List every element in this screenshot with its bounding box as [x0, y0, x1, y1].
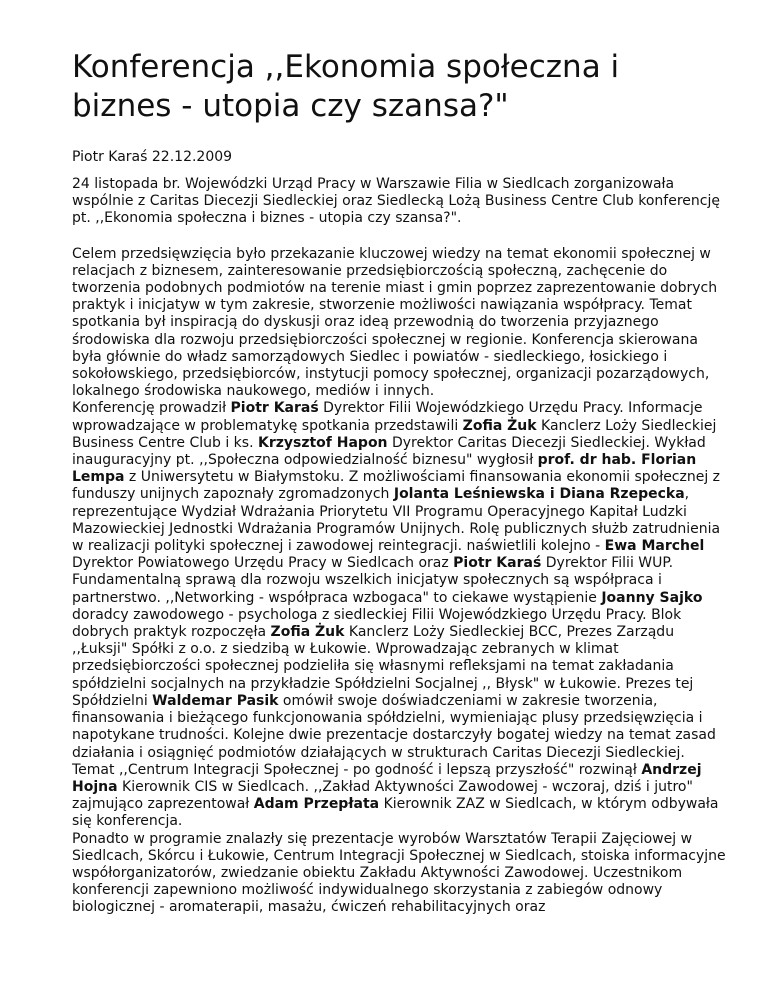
person-name: Piotr Karaś [230, 400, 319, 417]
person-name: Joanny Sajko [601, 589, 703, 606]
body-text-segment: doradcy zawodowego - psychologa z siedleckiej Filii Wojewódzkiego Urzędu Pracy. Blok dobrych praktyk rozpoczęła [72, 606, 682, 641]
body-text-segment: Dyrektor Caritas Diecezji Siedleckiej. Wykład inauguracyjny pt. ,,Społeczna odpowiedzialność biznesu" wygłosił [72, 434, 706, 469]
intro-paragraph: 24 listopada br. Wojewódzki Urząd Pracy w Warszawie Filia w Siedlcach zorganizowała wspólnie z Caritas Diecezji Siedleckiej oraz Siedlecką Lożą Business Centre Club konferencję pt. ,,Ekonomia społeczna i biznes - utopia czy szansa?". [72, 176, 720, 227]
body-text-segment: Kanclerz Loży Siedleckiej Business Centre Club i ks. [72, 417, 717, 451]
body-text-segment: Dyrektor Powiatowego Urzędu Pracy w Siedlcach oraz [72, 555, 454, 572]
body-text-segment: , reprezentujące Wydział Wdrażania Priorytetu VII Programu Operacyjnego Kapitał Ludzki Mazowieckiej Jednostki Wdrażania Programów Unijnych. Rolę publicznych służb zatrudnienia w realizacji polityki społecznej i zawodowej reintegracji. naświetlili kolejno - [72, 486, 721, 555]
body-text-segment: Celem przedsięwzięcia było przekazanie kluczowej wiedzy na temat ekonomii społecznej w relacjach z biznesem, zainteresowanie przedsiębiorczością społeczną, zachęcenie do tworzenia podobnych podmiotów na terenie miast i gmin poprzez zaprezentowanie dobrych praktyk i inicjatyw w tym zakresie, stworzenie możliwości nawiązania współpracy. Temat spotkania był inspiracją do dyskusji oraz ideą przewodnią do tworzenia przyjaznego środowiska dla rozwoju przedsiębiorczości społecznej w regionie. Konferencja skierowana była głównie do władz samorządowych Siedlec i powiatów - siedleckiego, łosickiego i sokołowskiego, przedsiębiorców, instytucji pomocy społecznej, organizacji pozarządowych, lokalnego środowiska naukowego, mediów i innych. Konferencję prowadził [72, 245, 718, 417]
body-text-segment: Kierownik CIS w Siedlcach. ,,Zakład Aktywności Zawodowej - wczoraj, dziś i jutro" zajmująco zaprezentował [72, 778, 693, 813]
body-paragraph [72, 246, 728, 917]
person-name: Krzysztof Hapon [257, 434, 388, 451]
body-text-segment: Dyrektor Filii Wojewódzkiego Urzędu Pracy. Informacje wprowadzające w problematykę spotkania przedstawili [72, 400, 703, 434]
person-name: Waldemar Pasik [152, 692, 279, 709]
person-name: Ewa Marchel [604, 538, 705, 555]
person-name: Piotr Karaś [453, 555, 542, 572]
person-name: Jolanta Leśniewska i Diana Rzepecka [393, 486, 685, 503]
author-name: Piotr Karaś [72, 149, 148, 165]
body-text-segment: Kanclerz Loży Siedleckiej BCC, Prezes Zarządu ,,Łuksji" Spółki z o.o. z siedzibą w Łukowie. Wprowadzając zebranych w klimat przedsiębiorczości społecznej podzieliła się własnymi refleksjami na temat zakładania spółdzielni socjalnych na przykładzie Spółdzielni Socjalnej ,, Błysk" w Łukowie. Prezes tej Spółdzielni [72, 624, 694, 709]
person-name: Andrzej Hojna [72, 761, 702, 795]
person-name: Zofia Żuk [462, 417, 537, 434]
person-name: prof. dr hab. Florian Lempa [72, 452, 697, 486]
page-title: Konferencja ,,Ekonomia społeczna i biznes - utopia czy szansa?" [72, 49, 620, 124]
body-text-segment: Kierownik ZAZ w Siedlcach, w którym odbywała się konferencja. Ponadto w programie znalazły się prezentacje wyrobów Warsztatów Terapii Zajęciowej w Siedlcach, Skórcu i Łukowie, Centrum Integracji Społecznej w Siedlcach, stoiska informacyjne współorganizatorów, zwiedzanie obiektu Zakładu Aktywności Zawodowej. Uczestnikom konferencji zapewniono możliwość indywidualnego skorzystania z zabiegów odnowy biologicznej - aromaterapii, masażu, ćwiczeń rehabilitacyjnych oraz [72, 796, 726, 916]
author-date-line [72, 147, 728, 167]
person-name: Adam Przepłata [253, 796, 380, 813]
person-name: Zofia Żuk [270, 624, 345, 641]
body-text-segment: Dyrektor Filii WUP. Fundamentalną sprawą dla rozwoju wszelkich inicjatyw społecznych są współpraca i partnerstwo. ,,Networking - współpraca wzbogaca" to ciekawe wystąpienie [72, 555, 674, 606]
body-text-segment: z Uniwersytetu w Białymstoku. Z możliwościami finansowania ekonomii społecznej z funduszy unijnych zapoznały zgromadzonych [72, 469, 721, 503]
publish-date: 22.12.2009 [151, 149, 233, 165]
body-text-segment: omówił swoje doświadczeniami w zakresie tworzenia, finansowania i bieżącego funkcjonowania spółdzielni, wymieniając plusy przedsięwzięcia i napotykane trudności. Kolejne dwie prezentacje dostarczyły bogatej wiedzy na temat zasad działania i osiągnięć podmiotów działających w strukturach Caritas Diecezji Siedleckiej. Temat ,,Centrum Integracji Społecznej - po godność i lepszą przyszłość" rozwinął [72, 692, 716, 778]
